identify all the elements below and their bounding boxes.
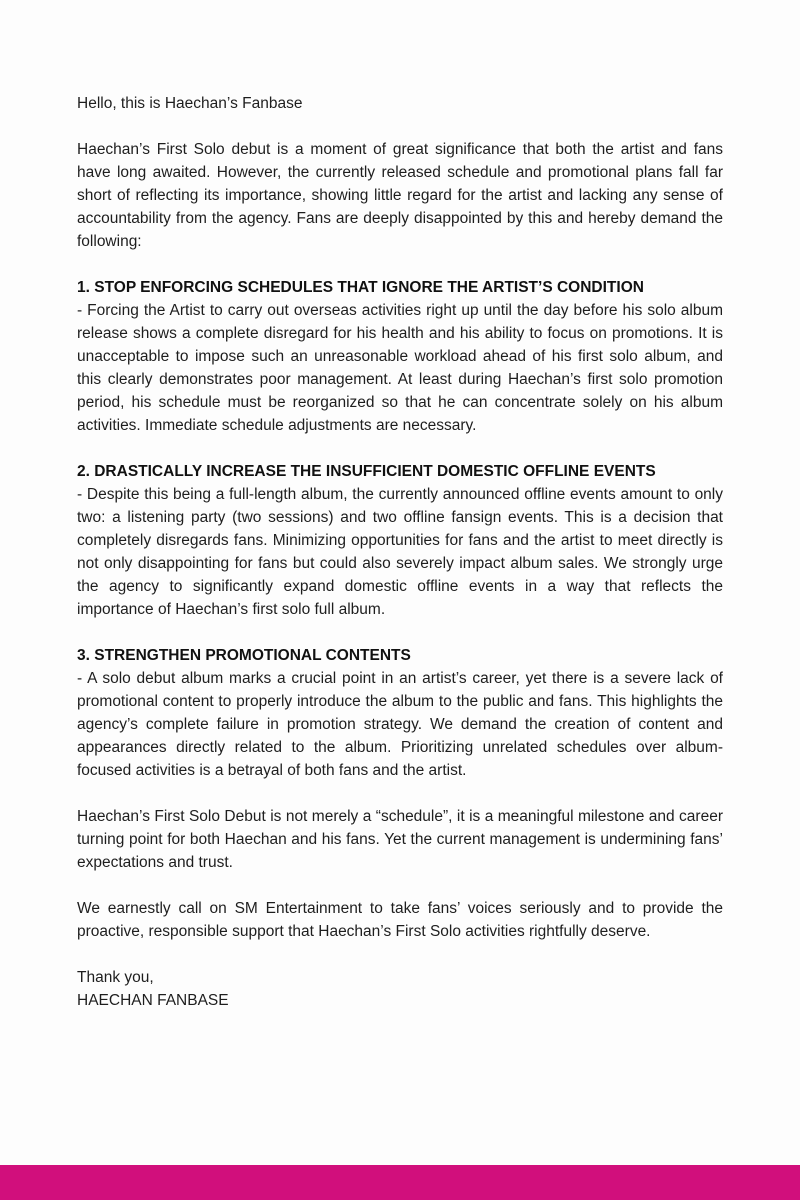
demand-heading-2: 2. DRASTICALLY INCREASE THE INSUFFICIENT DOMESTIC OFFLINE EVENTS	[77, 463, 656, 480]
letter-content	[77, 92, 723, 1012]
demand-body-1: - Forcing the Artist to carry out overseas activities right up until the day before his solo album release shows a complete disregard for his health and his ability to focus on promotions. It is unacceptable to impose such an unreasonable workload ahead of his first solo album, and this clearly demonstrates poor management. At least during Haechan’s first solo promotion period, his schedule must be reorganized so that he can concentrate solely on his album activities. Immediate schedule adjustments are necessary.	[77, 302, 723, 434]
demand-section-2	[77, 460, 723, 621]
demand-body-3: - A solo debut album marks a crucial point in an artist’s career, yet there is a severe lack of promotional content to properly introduce the album to the public and fans. This highlights the agency’s complete failure in promotion strategy. We demand the creation of content and appearances directly related to the album. Prioritizing unrelated schedules over album-focused activities is a betrayal of both fans and the artist.	[77, 670, 723, 779]
closing-paragraph-2: We earnestly call on SM Entertainment to take fans’ voices seriously and to provide the proactive, responsible support that Haechan’s First Solo activities rightfully deserve.	[77, 900, 723, 940]
closing-section-1	[77, 805, 723, 874]
sign-off-block	[77, 966, 723, 1012]
sign-off: Thank you,	[77, 969, 154, 986]
intro-paragraph: Haechan’s First Solo debut is a moment of great significance that both the artist and fans have long awaited. However, the currently released schedule and promotional plans fall far short of reflecting its importance, showing little regard for the artist and lacking any sense of accountability from the agency. Fans are deeply disappointed by this and hereby demand the following:	[77, 141, 723, 250]
greeting-line: Hello, this is Haechan’s Fanbase	[77, 95, 303, 112]
demand-body-2: - Despite this being a full-length album, the currently announced offline events amount to only two: a listening party (two sessions) and two offline fansign events. This is a decision that completely disregards fans. Minimizing opportunities for fans and the artist to meet directly is not only disappointing for fans but could also severely impact album sales. We strongly urge the agency to significantly expand domestic offline events in a way that reflects the importance of Haechan’s first solo full album.	[77, 486, 723, 618]
closing-section-2	[77, 897, 723, 943]
signature: HAECHAN FANBASE	[77, 992, 229, 1009]
demand-heading-3: 3. STRENGTHEN PROMOTIONAL CONTENTS	[77, 647, 411, 664]
demand-heading-1: 1. STOP ENFORCING SCHEDULES THAT IGNORE THE ARTIST’S CONDITION	[77, 279, 644, 296]
closing-paragraph-1: Haechan’s First Solo Debut is not merely a “schedule”, it is a meaningful milestone and career turning point for both Haechan and his fans. Yet the current management is undermining fans’ expectations and trust.	[77, 808, 723, 871]
demand-section-3	[77, 644, 723, 782]
demand-section-1	[77, 276, 723, 437]
footer-color-bar	[0, 1165, 800, 1200]
